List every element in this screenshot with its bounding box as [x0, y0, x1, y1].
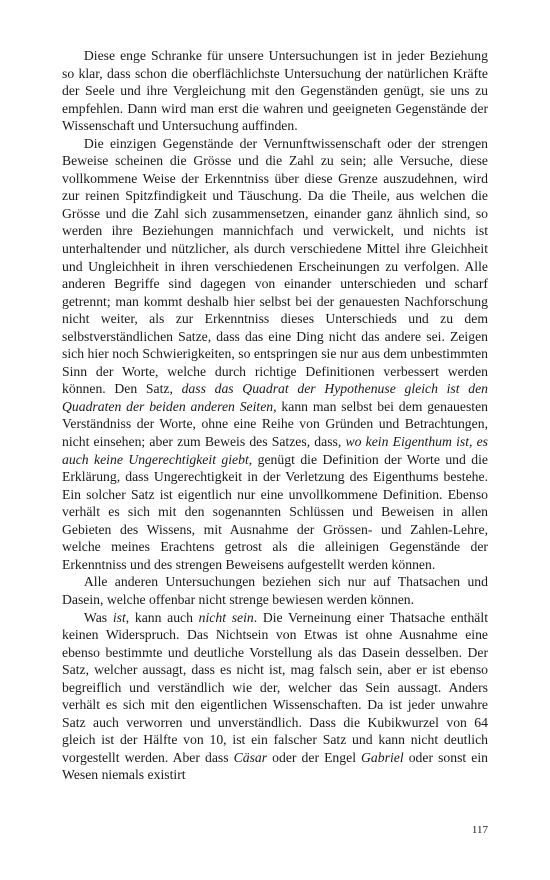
emphasis-text: ist	[112, 609, 126, 625]
emphasis-text: dass das Quadrat der Hypothenuse gleich ist den Quadraten der beiden anderen Seiten	[62, 381, 488, 414]
emphasis-text: nicht sein	[198, 609, 254, 625]
text-run: Die einzigen Gegenstände der Vernunftwissenschaft oder der strengen Beweise scheinen die Grösse und die Zahl zu sein; alle Versuche, diese vollkommene Weise der Erkenntniss über diese Grenze auszudehnen, wird zur reinen Spitzfindigkeit und Täuschung. Da die Theile, aus welchen die Grösse und die Zahl sich zusammensetzen, einander ganz ähnlich sind, so werden ihre Beziehungen mannichfach und verwickelt, und nichts ist unterhaltender und nützlicher, als durch verschiedene Mittel ihre Gleichheit und Ungleichheit in ihren verschiedenen Erscheinungen zu verfolgen. Alle anderen Begriffe sind dagegen von einander unterschieden und scharf getrennt; man kommt deshalb hier selbst bei der genauesten Nachforschung nicht weiter, als zur Erkenntniss dieses Unterschieds und zu dem selbstverständlichen Satze, dass das eine Ding nicht das andere sei. Zeigen sich hier noch Schwierigkeiten, so entspringen sie nur aus dem unbestimmten Sinn der Worte, welche durch richtige Definitionen verbessert werden können. Den Satz,	[62, 135, 488, 397]
emphasis-text: Gabriel	[361, 749, 404, 765]
text-run: oder der Engel	[267, 749, 362, 765]
text-run: . Die Verneinung einer Thatsache enthält keinen Widerspruch. Das Nichtsein von Etwas ist ohne Ausnahme eine ebenso bestimmte und deutliche Vorstellung als das Dasein desselben. Der Satz, welcher aussagt, dass es nicht ist, mag falsch sein, aber er ist ebenso begreiflich und verständlich wie der, welcher das Sein aussagt. Anders verhält es sich mit den eigentlichen Wissenschaften. Da ist jeder unwahre Satz auch verworren und unverständlich. Dass die Kubikwurzel von 64 gleich ist der Hälfte von 10, ist ein falscher Satz und kann nicht deutlich vorgestellt werden. Aber dass	[62, 609, 488, 765]
text-run: Diese enge Schranke für unsere Untersuchungen ist in jeder Beziehung so klar, dass schon die oberflächlichste Untersuchung der natürlichen Kräfte der Seele und ihre Vergleichung mit den Gegenständen genügt, sie uns zu empfehlen. Dann wird man erst die wahren und geeigneten Gegenstände der Wissenschaft und Untersuchung auffinden.	[62, 48, 488, 134]
text-run: oder sonst ein Wesen niemals existirt	[62, 749, 488, 783]
text-run: Was	[83, 609, 113, 625]
body-text	[62, 47, 488, 784]
text-run: , genügt die Definition der Worte und die Erklärung, dass Ungerechtigkeit in der Verletzung des Eigenthums bestehe. Ein solcher Satz ist eigentlich nur eine unvollkommene Definition. Ebenso verhält es sich mit den sogenannten Schlüssen und Beweisen in allen Gebieten des Wissens, mit Ausnahme der Grössen- und Zahlen-Lehre, welche meines Erachtens getrost als die alleinigen Gegenstände der Erkenntniss und des strengen Beweisens aufgestellt werden können.	[62, 451, 489, 572]
paragraph-3	[62, 573, 488, 608]
paragraph-4	[62, 609, 488, 784]
paragraph-1	[62, 47, 488, 135]
emphasis-text: Cäsar	[233, 749, 268, 765]
paragraph-2	[62, 135, 488, 574]
page-number: 117	[471, 824, 488, 836]
text-run: , kann auch	[125, 609, 199, 625]
emphasis-text: wo kein Eigenthum ist, es auch keine Ungerechtigkeit giebt	[62, 434, 488, 467]
document-page	[62, 47, 488, 784]
text-run: Alle anderen Untersuchungen beziehen sich nur auf Thatsachen und Dasein, welche offenbar nicht strenge bewiesen werden können.	[62, 574, 488, 607]
text-run: , kann man selbst bei dem genauesten Verständniss der Worte, ohne eine Reihe von Gründen und Betrachtungen, nicht einsehen; aber zum Beweis des Satzes, dass,	[62, 398, 488, 450]
